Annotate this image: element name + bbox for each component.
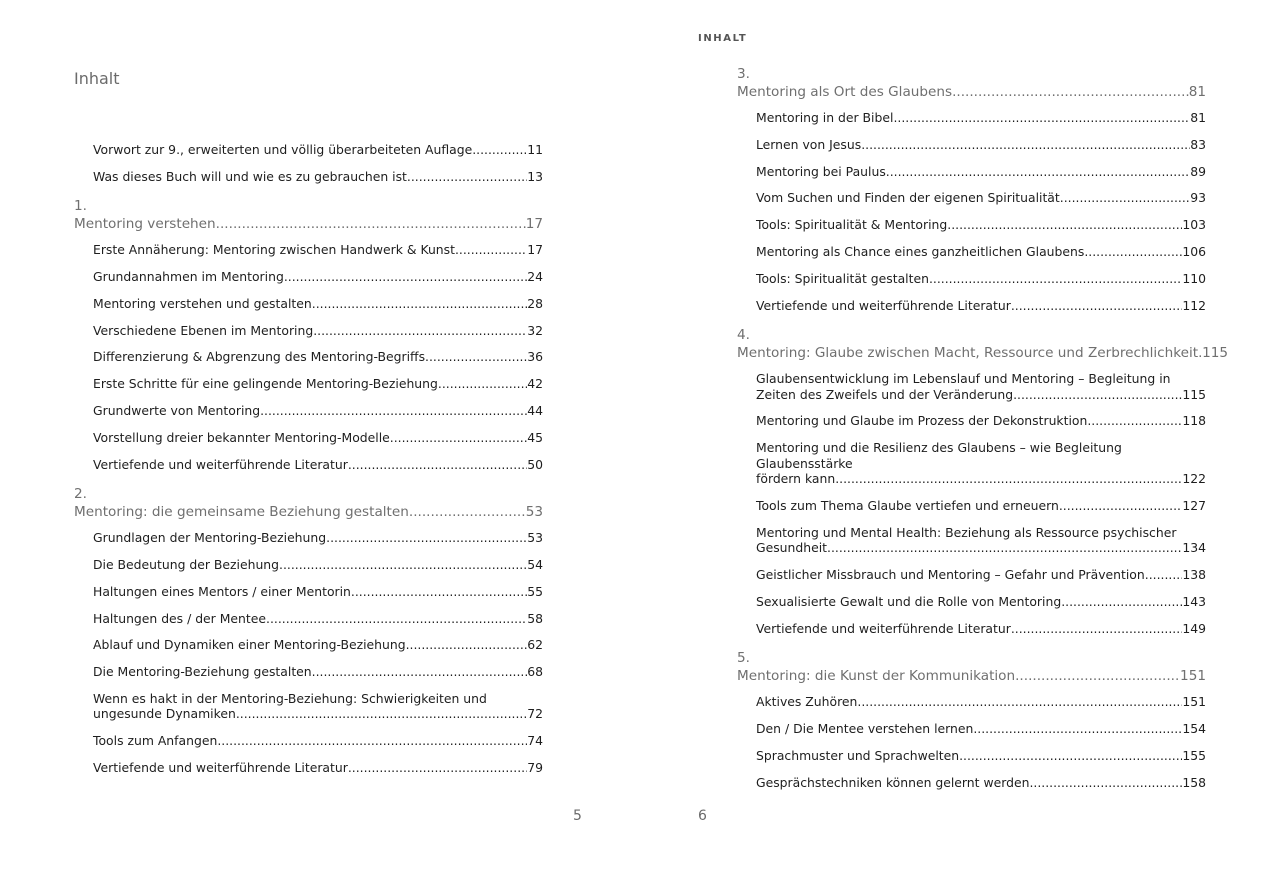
toc-entry[interactable] xyxy=(737,775,1206,791)
toc-entry[interactable] xyxy=(74,457,543,473)
toc-entry-line xyxy=(93,557,543,573)
dot-leader xyxy=(947,217,1182,233)
dot-leader xyxy=(1011,298,1183,314)
chapter-number: 2. xyxy=(74,486,87,503)
toc-entry-line xyxy=(93,142,543,158)
toc-entry[interactable] xyxy=(74,637,543,653)
toc-entry-line xyxy=(756,164,1206,180)
chapter-heading[interactable] xyxy=(737,650,1206,685)
entry-page-number: 44 xyxy=(527,403,543,419)
page-number: 6 xyxy=(698,808,707,824)
dot-leader xyxy=(260,403,527,419)
toc-entry[interactable] xyxy=(74,430,543,446)
entry-page-number: 36 xyxy=(527,349,543,365)
entry-page-number: 149 xyxy=(1182,620,1206,636)
entry-page-number: 17 xyxy=(527,242,543,258)
toc-entry[interactable] xyxy=(74,760,543,776)
entry-label: Tools: Spiritualität & Mentoring xyxy=(756,217,948,233)
table-of-contents-right xyxy=(737,66,1229,801)
dot-leader xyxy=(1084,244,1182,260)
dot-leader xyxy=(348,760,527,776)
toc-entry-line xyxy=(756,540,1206,556)
entry-label: Vertiefende und weiterführende Literatur xyxy=(93,456,348,472)
entry-page-number: 72 xyxy=(527,706,543,722)
dot-leader xyxy=(1059,498,1183,514)
entry-label: Erste Schritte für eine gelingende Mentoring-Beziehung xyxy=(93,376,438,392)
dot-leader xyxy=(409,503,526,521)
entry-label: Mentoring und Glaube im Prozess der Dekonstruktion xyxy=(756,413,1088,429)
entry-page-number: 54 xyxy=(527,556,543,572)
chapter-heading[interactable] xyxy=(737,66,1206,101)
toc-entry-line xyxy=(756,271,1206,287)
toc-entry[interactable] xyxy=(74,584,543,600)
chapter-title-line xyxy=(737,83,1206,101)
toc-entry-line xyxy=(756,748,1206,764)
chapter-heading[interactable] xyxy=(737,327,1229,362)
toc-entry[interactable] xyxy=(74,733,543,749)
entry-label: Erste Annäherung: Mentoring zwischen Handwerk & Kunst xyxy=(93,242,455,258)
toc-entry-line xyxy=(756,621,1206,637)
toc-entry[interactable] xyxy=(74,296,543,312)
toc-entry-line xyxy=(756,594,1206,610)
entry-page-number: 143 xyxy=(1182,593,1206,609)
entry-label: Vorwort zur 9., erweiterten und völlig überarbeiteten Auflage xyxy=(93,142,473,157)
entry-label: Differenzierung & Abgrenzung des Mentoring-Begriffs xyxy=(93,349,426,365)
entry-label: Vertiefende und weiterführende Literatur xyxy=(756,297,1011,313)
toc-entry-line xyxy=(756,244,1206,260)
toc-entry-line xyxy=(93,269,543,285)
dot-leader xyxy=(217,733,527,749)
entry-page-number: 68 xyxy=(527,664,543,680)
toc-entry-line xyxy=(756,387,1206,403)
entry-label: fördern kann xyxy=(756,471,836,487)
toc-entry[interactable] xyxy=(737,217,1206,233)
chapter-title-line xyxy=(737,344,1229,362)
entry-page-number: 11 xyxy=(527,142,543,157)
toc-entry-line xyxy=(93,584,543,600)
entry-label: Tools: Spiritualität gestalten xyxy=(756,270,929,286)
entry-page-number: 115 xyxy=(1182,386,1206,402)
dot-leader xyxy=(1061,594,1182,610)
dot-leader xyxy=(929,271,1182,287)
toc-entry-line xyxy=(93,664,543,680)
dot-leader xyxy=(284,269,527,285)
chapter-heading[interactable] xyxy=(74,486,543,521)
dot-leader xyxy=(390,430,527,446)
entry-page-number: 158 xyxy=(1182,774,1206,790)
dot-leader xyxy=(425,349,527,365)
entry-page-number: 110 xyxy=(1182,270,1206,286)
entry-label-line: Glaubensentwicklung im Lebenslauf und Mentoring – Begleitung in xyxy=(756,371,1171,387)
dot-leader xyxy=(857,694,1182,710)
toc-entry-line xyxy=(93,706,543,722)
toc-entry-line xyxy=(93,169,543,185)
toc-entry-line xyxy=(756,775,1206,791)
chapter-title-line xyxy=(74,503,543,521)
dot-leader xyxy=(455,242,527,258)
chapter-number: 4. xyxy=(737,327,750,344)
toc-entry-line xyxy=(756,413,1206,429)
toc-entry[interactable] xyxy=(737,271,1206,287)
entry-label: Grundannahmen im Mentoring xyxy=(93,269,284,285)
toc-entry[interactable] xyxy=(737,567,1206,583)
toc-entry-line xyxy=(93,733,543,749)
dot-leader xyxy=(835,471,1182,487)
entry-label: Vertiefende und weiterführende Literatur xyxy=(93,760,348,776)
page-number: 5 xyxy=(573,808,582,824)
entry-page-number: 74 xyxy=(527,733,543,749)
toc-entry[interactable] xyxy=(74,142,543,158)
dot-leader xyxy=(326,530,527,546)
dot-leader xyxy=(952,83,1189,101)
entry-label: Verschiedene Ebenen im Mentoring xyxy=(93,322,314,338)
toc-entry-line xyxy=(93,637,543,653)
entry-page-number: 93 xyxy=(1190,190,1206,206)
entry-page-number: 24 xyxy=(527,269,543,285)
entry-page-number: 112 xyxy=(1182,297,1206,313)
entry-label: Mentoring als Ort des Glaubens xyxy=(737,84,953,100)
entry-label: Ablauf und Dynamiken einer Mentoring-Beziehung xyxy=(93,637,406,653)
toc-entry-line xyxy=(93,403,543,419)
entry-page-number: 50 xyxy=(527,456,543,472)
dot-leader xyxy=(438,376,527,392)
toc-entry-line xyxy=(93,430,543,446)
entry-label: Gesundheit xyxy=(756,540,828,556)
entry-page-number: 28 xyxy=(527,295,543,311)
toc-entry[interactable] xyxy=(74,664,543,680)
dot-leader xyxy=(279,557,527,573)
dot-leader xyxy=(236,706,527,722)
toc-entry[interactable] xyxy=(737,110,1206,126)
toc-entry-line xyxy=(93,296,543,312)
dot-leader xyxy=(893,110,1190,126)
toc-entry[interactable] xyxy=(737,621,1206,637)
entry-page-number: 42 xyxy=(527,376,543,392)
entry-label: Mentoring verstehen und gestalten xyxy=(93,295,312,311)
entry-page-number: 118 xyxy=(1182,413,1206,429)
toc-entry-line xyxy=(756,190,1206,206)
entry-page-number: 138 xyxy=(1182,567,1206,583)
entry-label: ungesunde Dynamiken xyxy=(93,706,236,722)
entry-label: Mentoring: die Kunst der Kommunikation xyxy=(737,668,1016,685)
chapter-heading[interactable] xyxy=(74,198,543,233)
entry-page-number: 58 xyxy=(527,610,543,626)
toc-entry[interactable] xyxy=(737,298,1206,314)
chapter-number: 1. xyxy=(74,198,87,215)
toc-entry[interactable] xyxy=(74,611,543,627)
running-head: INHALT xyxy=(698,33,748,44)
toc-entry-line xyxy=(93,530,543,546)
entry-label-line: Mentoring und die Resilienz des Glaubens – wie Begleitung Glaubensstärke xyxy=(756,440,1122,471)
toc-entry[interactable] xyxy=(737,164,1206,180)
dot-leader xyxy=(407,169,527,185)
toc-entry-line xyxy=(93,760,543,776)
entry-label: Mentoring bei Paulus xyxy=(756,163,886,179)
toc-entry-line xyxy=(756,137,1206,153)
toc-entry[interactable] xyxy=(74,403,543,419)
toc-entry-line xyxy=(93,611,543,627)
toc-entry[interactable] xyxy=(74,376,543,392)
dot-leader xyxy=(348,457,527,473)
toc-entry[interactable] xyxy=(737,498,1206,514)
entry-label: Mentoring als Chance eines ganzheitlichen Glaubens xyxy=(756,243,1085,259)
toc-entry-line xyxy=(93,457,543,473)
entry-label: Mentoring: die gemeinsame Beziehung gestalten xyxy=(74,504,409,521)
entry-label: Grundwerte von Mentoring xyxy=(93,403,261,419)
entry-page-number: 55 xyxy=(527,583,543,599)
chapter-number: 3. xyxy=(737,66,750,82)
toc-entry[interactable] xyxy=(737,137,1206,153)
entry-label: Lernen von Jesus xyxy=(756,136,862,152)
entry-page-number: 127 xyxy=(1182,497,1206,513)
entry-page-number: 79 xyxy=(527,760,543,776)
dot-leader xyxy=(861,137,1190,153)
toc-entry[interactable] xyxy=(737,721,1206,737)
entry-label: Vertiefende und weiterführende Literatur xyxy=(756,620,1011,636)
dot-leader xyxy=(1013,387,1182,403)
toc-entry-line xyxy=(756,498,1206,514)
toc-entry[interactable] xyxy=(74,530,543,546)
toc-entry[interactable] xyxy=(737,440,1206,487)
right-page xyxy=(640,0,1280,892)
entry-label: Haltungen des / der Mentee xyxy=(93,610,266,626)
entry-page-number: 103 xyxy=(1182,217,1206,233)
toc-entry-line xyxy=(93,323,543,339)
toc-entry[interactable] xyxy=(74,169,543,185)
dot-leader xyxy=(351,584,527,600)
toc-entry[interactable] xyxy=(74,349,543,365)
entry-label: Sexualisierte Gewalt und die Rolle von Mentoring xyxy=(756,593,1062,609)
entry-page-number: 155 xyxy=(1182,747,1206,763)
entry-page-number: 151 xyxy=(1180,668,1206,685)
dot-leader xyxy=(1011,621,1183,637)
dot-leader xyxy=(1145,567,1183,583)
entry-page-number: 81 xyxy=(1188,84,1206,100)
page-title: Inhalt xyxy=(74,69,120,88)
entry-label: Den / Die Mentee verstehen lernen xyxy=(756,720,974,736)
toc-entry[interactable] xyxy=(74,242,543,258)
toc-entry-line xyxy=(756,694,1206,710)
entry-label: Sprachmuster und Sprachwelten xyxy=(756,747,960,763)
entry-label: Was dieses Buch will und wie es zu gebrauchen ist xyxy=(93,168,407,184)
entry-label: Grundlagen der Mentoring-Beziehung xyxy=(93,530,327,546)
toc-entry[interactable] xyxy=(74,323,543,339)
entry-page-number: 81 xyxy=(1190,110,1206,125)
dot-leader xyxy=(827,540,1182,556)
entry-page-number: 115 xyxy=(1202,345,1229,362)
toc-entry[interactable] xyxy=(737,371,1206,402)
toc-entry-line xyxy=(756,110,1206,126)
entry-page-number: 62 xyxy=(527,637,543,653)
toc-entry-line xyxy=(756,298,1206,314)
entry-label-line: Mentoring und Mental Health: Beziehung als Ressource psychischer xyxy=(756,524,1177,540)
chapter-title-line xyxy=(74,215,543,233)
entry-label: Geistlicher Missbrauch und Mentoring – Gefahr und Prävention xyxy=(756,567,1145,583)
entry-page-number: 122 xyxy=(1182,471,1206,487)
entry-label: Mentoring in der Bibel xyxy=(756,110,894,125)
entry-page-number: 83 xyxy=(1190,136,1206,152)
entry-label: Tools zum Thema Glaube vertiefen und erneuern xyxy=(756,497,1059,513)
entry-page-number: 89 xyxy=(1190,163,1206,179)
toc-entry-line xyxy=(93,376,543,392)
entry-page-number: 17 xyxy=(525,216,543,233)
entry-label: Gesprächstechniken können gelernt werden xyxy=(756,774,1030,790)
entry-label: Haltungen eines Mentors / einer Mentorin xyxy=(93,583,351,599)
dot-leader xyxy=(886,164,1190,180)
entry-page-number: 13 xyxy=(527,168,543,184)
dot-leader xyxy=(406,637,528,653)
toc-entry[interactable] xyxy=(737,190,1206,206)
entry-label-line: Wenn es hakt in der Mentoring-Beziehung: Schwierigkeiten und xyxy=(93,690,487,706)
toc-entry[interactable] xyxy=(74,269,543,285)
toc-entry[interactable] xyxy=(737,244,1206,260)
table-of-contents-left xyxy=(74,142,543,787)
dot-leader xyxy=(959,748,1182,764)
dot-leader xyxy=(1060,190,1190,206)
entry-page-number: 53 xyxy=(525,504,543,521)
toc-entry[interactable] xyxy=(737,694,1206,710)
toc-entry[interactable] xyxy=(737,594,1206,610)
dot-leader xyxy=(313,323,527,339)
dot-leader xyxy=(1087,413,1182,429)
dot-leader xyxy=(266,611,527,627)
entry-label: Vom Suchen und Finden der eigenen Spiritualität xyxy=(756,190,1060,206)
entry-page-number: 134 xyxy=(1182,540,1206,556)
toc-entry[interactable] xyxy=(737,525,1206,556)
entry-label: Mentoring: Glaube zwischen Macht, Ressource und Zerbrechlichkeit xyxy=(737,345,1199,362)
entry-page-number: 151 xyxy=(1182,694,1206,710)
dot-leader xyxy=(1029,775,1182,791)
entry-label: Die Bedeutung der Beziehung xyxy=(93,556,280,572)
chapter-number: 5. xyxy=(737,650,750,667)
dot-leader xyxy=(973,721,1182,737)
dot-leader xyxy=(216,215,526,233)
toc-entry-line xyxy=(756,567,1206,583)
toc-entry-line xyxy=(93,242,543,258)
entry-label: Mentoring verstehen xyxy=(74,216,216,233)
entry-page-number: 106 xyxy=(1182,243,1206,259)
entry-page-number: 154 xyxy=(1182,720,1206,736)
entry-page-number: 45 xyxy=(527,429,543,445)
entry-page-number: 53 xyxy=(527,530,543,546)
toc-entry[interactable] xyxy=(737,413,1206,429)
entry-label: Die Mentoring-Beziehung gestalten xyxy=(93,664,312,680)
toc-entry[interactable] xyxy=(74,691,543,722)
toc-entry[interactable] xyxy=(74,557,543,573)
toc-entry-line xyxy=(756,471,1206,487)
dot-leader xyxy=(472,142,527,158)
chapter-title-line xyxy=(737,667,1206,685)
toc-entry[interactable] xyxy=(737,748,1206,764)
toc-entry-line xyxy=(756,217,1206,233)
dot-leader xyxy=(1015,667,1180,685)
dot-leader xyxy=(312,664,528,680)
entry-label: Aktives Zuhören xyxy=(756,694,858,710)
entry-label: Zeiten des Zweifels und der Veränderung xyxy=(756,386,1014,402)
entry-label: Tools zum Anfangen xyxy=(93,733,218,749)
dot-leader xyxy=(312,296,527,312)
entry-label: Vorstellung dreier bekannter Mentoring-Modelle xyxy=(93,429,390,445)
toc-entry-line xyxy=(756,721,1206,737)
toc-entry-line xyxy=(93,349,543,365)
entry-page-number: 32 xyxy=(527,322,543,338)
